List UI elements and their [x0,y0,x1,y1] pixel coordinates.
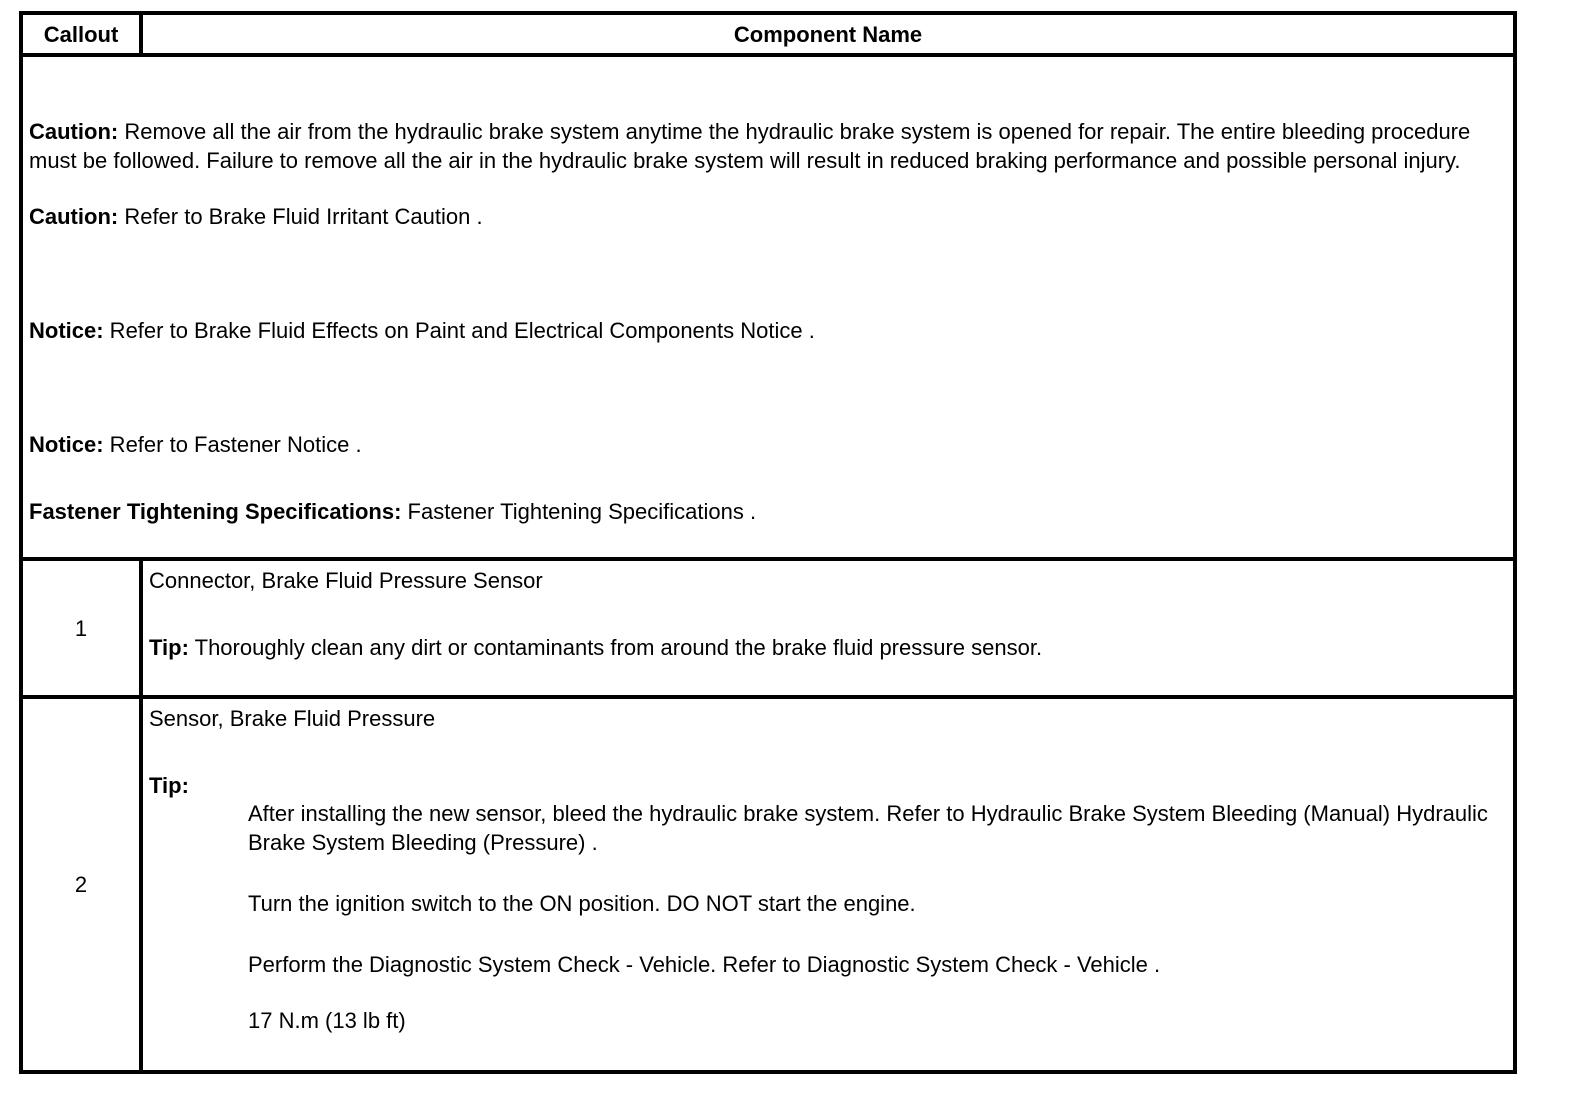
caution-paragraph [29,202,1507,231]
component-name: Sensor, Brake Fluid Pressure [149,706,436,731]
notice-paragraph [29,430,1507,459]
fastener-spec-paragraph [29,497,1507,526]
intro-row [21,55,1515,559]
tip-label-text: Tip: [149,773,189,798]
component-table [19,11,1517,1074]
notice-paragraph [29,316,1507,345]
component-cell [141,559,1515,697]
caution-text: Refer to Brake Fluid Irritant Caution . [118,204,483,229]
intro-cell [21,55,1515,559]
tip-paragraph [149,633,1507,662]
caution-label: Caution: [29,204,119,229]
callout-number: 1 [21,559,141,697]
callout-column-header: Callout [21,13,141,55]
tip-step: After installing the new sensor, bleed the hydraulic brake system. Refer to Hydraulic Brake System Bleeding (Manual) Hydraulic Brake System Bleeding (Pressure) . [248,801,1488,855]
caution-label: Caution: [29,119,119,144]
notice-label: Notice: [29,432,104,457]
table-header-row [21,13,1515,55]
table-row [21,697,1515,1072]
caution-paragraph [29,117,1507,175]
tip-label: Tip: [149,635,189,660]
notice-text: Refer to Fastener Notice . [103,432,362,457]
component-cell [141,697,1515,1072]
tip-step: Turn the ignition switch to the ON position. DO NOT start the engine. [248,891,916,916]
fastener-spec-text: Fastener Tightening Specifications . [401,499,757,524]
fastener-spec-label: Fastener Tightening Specifications: [29,499,402,524]
tip-label [149,771,1507,800]
callout-number: 2 [21,697,141,1072]
tip-step: Perform the Diagnostic System Check - Vehicle. Refer to Diagnostic System Check - Vehicle . [248,952,1161,977]
component-name-column-header: Component Name [141,13,1515,55]
tip-text: Thoroughly clean any dirt or contaminants from around the brake fluid pressure sensor. [188,635,1043,660]
tip-steps [149,799,1507,1035]
torque-spec: 17 N.m (13 lb ft) [248,1008,406,1033]
component-name: Connector, Brake Fluid Pressure Sensor [149,568,543,593]
notice-text: Refer to Brake Fluid Effects on Paint and Electrical Components Notice . [103,318,815,343]
notice-label: Notice: [29,318,104,343]
caution-text: Remove all the air from the hydraulic brake system anytime the hydraulic brake system is opened for repair. The entire bleeding procedure must be followed. Failure to remove all the air in the hydraulic brake system will result in reduced braking performance and possible personal injury. [29,119,1471,173]
table-row [21,559,1515,697]
